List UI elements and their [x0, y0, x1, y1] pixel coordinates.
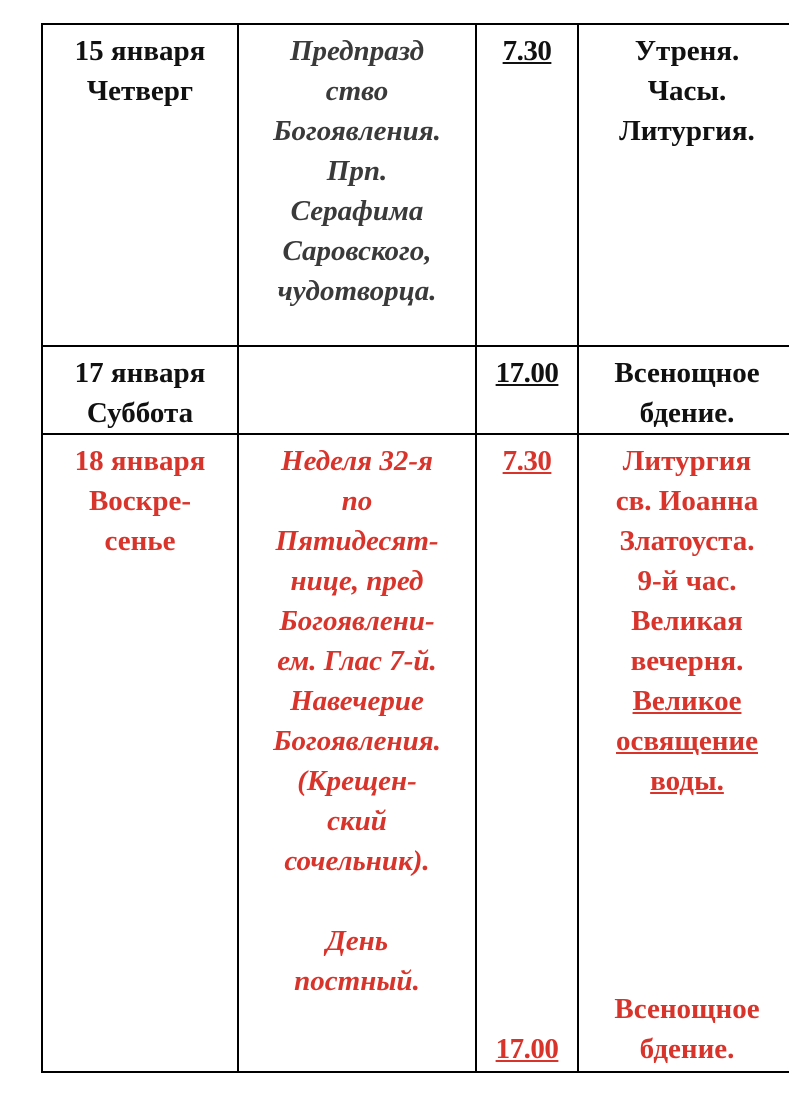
water-blessing-line: Великое [632, 685, 742, 717]
feast-line: Неделя 32-я [281, 445, 433, 477]
service-line: Великая [631, 605, 743, 637]
service-line: Утреня. [634, 35, 740, 67]
feast-line: (Крещен- [297, 765, 417, 797]
feast-line: по [341, 485, 373, 517]
spacer [243, 881, 471, 921]
feast-line: ство [325, 75, 389, 107]
date-cell [42, 434, 238, 1072]
service-time: 7.30 [502, 445, 552, 477]
feast-line: Богоявления. [273, 115, 441, 147]
weekday-label: Воскре- [88, 485, 192, 517]
service-line: 9-й час. [637, 565, 737, 597]
service-line: бдение. [639, 397, 735, 429]
time-cell [476, 434, 578, 1072]
date-label: 18 января [74, 445, 206, 477]
schedule-row-jan-15 [42, 24, 789, 346]
service-line: вечерня. [630, 645, 744, 677]
service-cell-inner [583, 441, 789, 1071]
feast-line: сочельник). [284, 845, 430, 877]
weekday-label: сенье [104, 525, 176, 557]
service-line: Златоуста. [619, 525, 755, 557]
feast-line: нице, пред [290, 565, 424, 597]
time-cell [476, 24, 578, 346]
service-cell [578, 24, 789, 346]
service-line: Литургия. [619, 115, 755, 147]
service-line: Часы. [647, 75, 727, 107]
feast-line: чудотворца. [277, 275, 437, 307]
feast-line: Навечерие [290, 685, 424, 717]
feast-line: ский [327, 805, 387, 837]
fast-day-note: День [325, 925, 389, 957]
feast-line: Саровского, [282, 235, 432, 267]
water-blessing-line: воды. [650, 765, 724, 797]
date-cell [42, 346, 238, 434]
service-schedule-table [41, 23, 789, 1073]
schedule-row-jan-18 [42, 434, 789, 1072]
fast-day-note: постный. [294, 965, 420, 997]
feast-line: Богоявления. [273, 725, 441, 757]
service-time: 7.30 [502, 35, 552, 67]
weekday-label: Четверг [86, 75, 194, 107]
time-cell [476, 346, 578, 434]
evening-service-line: бдение. [639, 1033, 735, 1065]
feast-line: Пятидесят- [275, 525, 439, 557]
feast-line: Предпразд [289, 35, 425, 67]
date-label: 17 января [74, 357, 206, 389]
evening-service-block [583, 989, 789, 1069]
service-time: 17.00 [495, 357, 559, 389]
time-cell-inner [481, 441, 573, 1071]
service-line: Всенощное [614, 357, 760, 389]
evening-time-block [481, 1029, 573, 1069]
feast-cell-empty [238, 346, 476, 434]
weekday-label: Суббота [86, 397, 194, 429]
date-cell [42, 24, 238, 346]
evening-service-time: 17.00 [495, 1033, 559, 1065]
date-label: 15 января [74, 35, 206, 67]
feast-line: Богоявлени- [279, 605, 435, 637]
feast-line: ем. Глас 7-й. [277, 645, 437, 677]
feast-cell [238, 24, 476, 346]
feast-line: Серафима [290, 195, 424, 227]
service-cell [578, 346, 789, 434]
feast-cell [238, 434, 476, 1072]
evening-service-line: Всенощное [614, 993, 760, 1025]
feast-line: Прп. [326, 155, 388, 187]
service-cell [578, 434, 789, 1072]
service-line: св. Иоанна [615, 485, 759, 517]
service-line: Литургия [622, 445, 752, 477]
water-blessing-line: освящение [616, 725, 758, 757]
schedule-row-jan-17 [42, 346, 789, 434]
